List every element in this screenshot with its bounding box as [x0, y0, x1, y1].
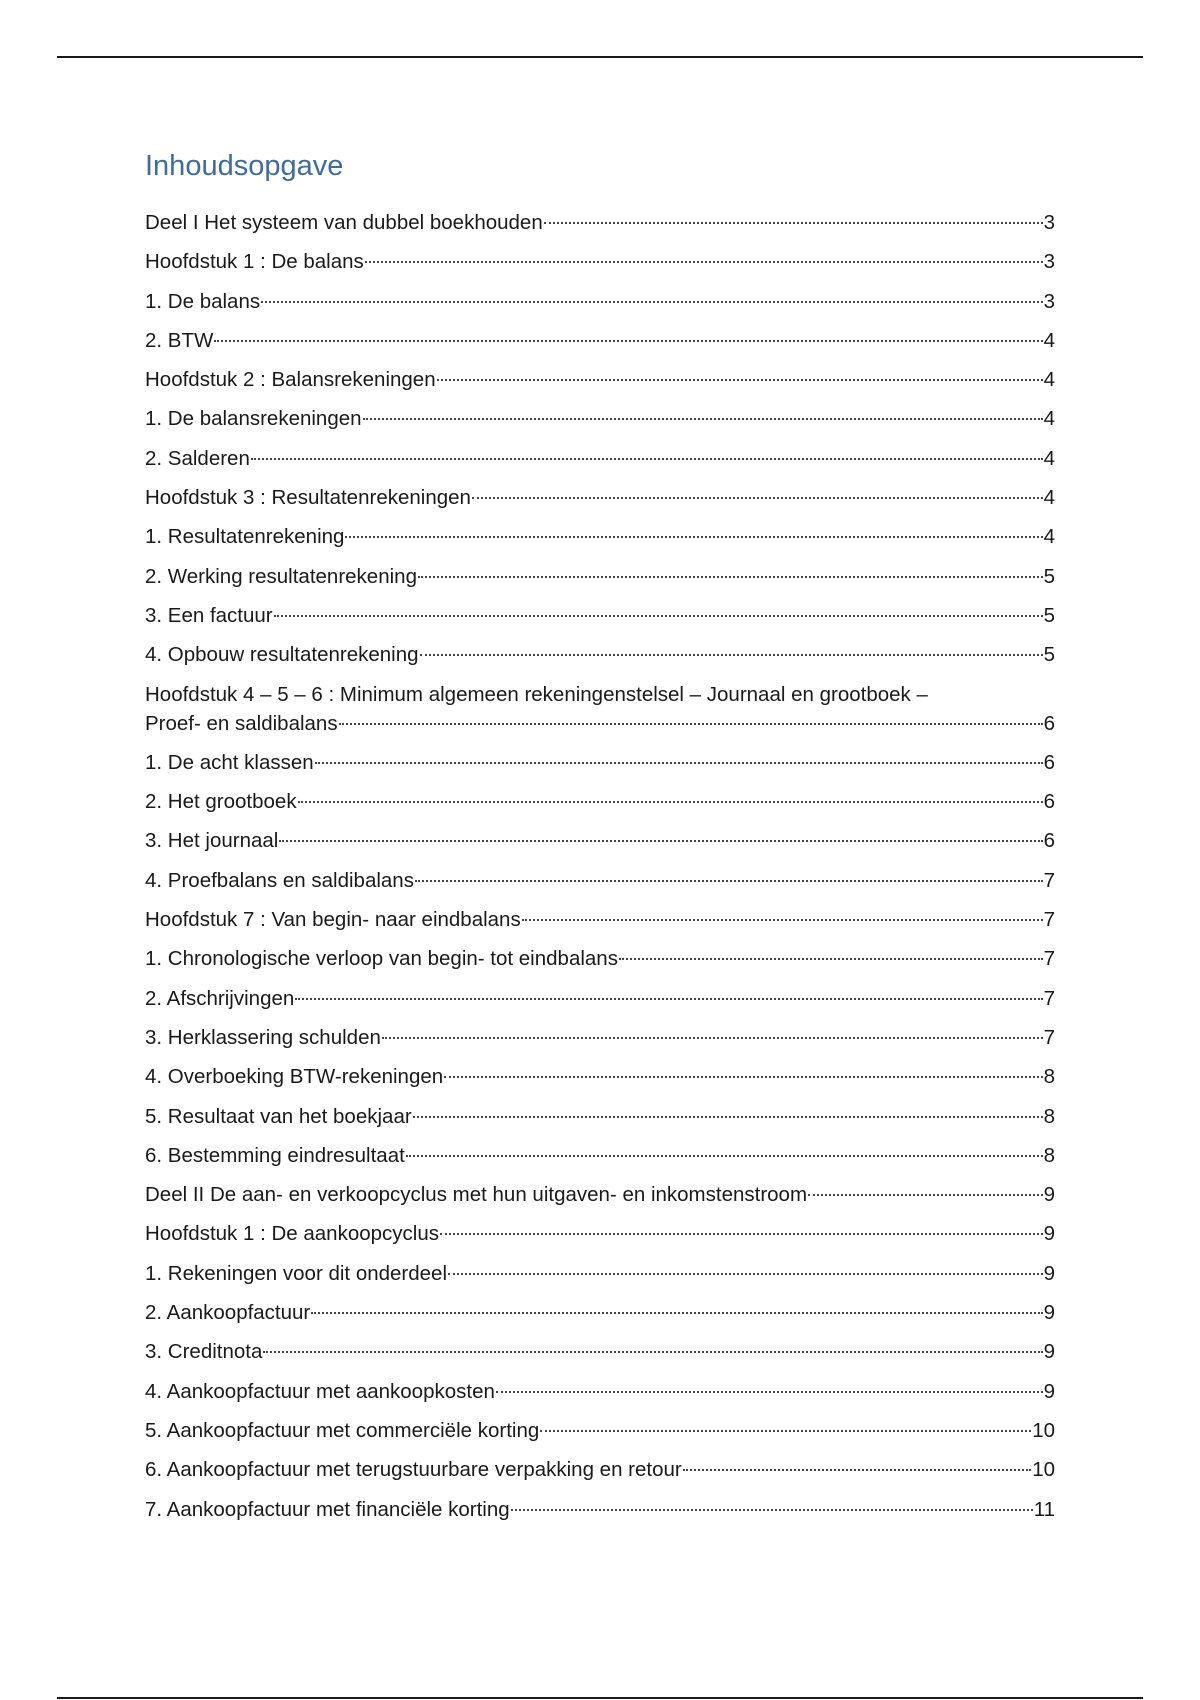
- toc-entry: [145, 522, 1055, 551]
- toc-entry: [145, 1062, 1055, 1091]
- toc-entry-page-number: 3: [1043, 211, 1055, 234]
- toc-entry-page-number: 4: [1043, 328, 1055, 352]
- toc-entry-link[interactable]: [145, 1455, 1055, 1484]
- dot-leader: [382, 1037, 1043, 1039]
- dot-leader: [440, 1233, 1043, 1235]
- toc-entry-label: Hoofdstuk 1 : De aankoopcyclus: [145, 1222, 439, 1246]
- toc-entry: [145, 1377, 1055, 1406]
- toc-entry-label: 4. Overboeking BTW-rekeningen: [145, 1065, 444, 1089]
- toc-entry: [145, 404, 1055, 433]
- toc-title: Inhoudsopgave: [145, 150, 344, 182]
- dot-leader: [413, 1116, 1043, 1118]
- toc-entry-link[interactable]: [145, 1062, 1055, 1091]
- dot-leader: [511, 1509, 1033, 1511]
- toc-entry-label: 7. Aankoopfactuur met financiële korting: [145, 1497, 510, 1521]
- dot-leader: [808, 1194, 1043, 1196]
- dot-leader: [496, 1391, 1043, 1393]
- toc-entry-label: 1. Rekeningen voor dit onderdeel: [145, 1261, 448, 1285]
- toc-entry: [145, 1416, 1055, 1445]
- toc-entry-page-number: 9: [1043, 1379, 1055, 1403]
- toc-entry-label: 3. Een factuur: [145, 603, 273, 627]
- toc-entry-link[interactable]: [145, 1180, 1055, 1209]
- toc-entry-page-number: 9: [1043, 1301, 1055, 1325]
- dot-leader: [365, 261, 1043, 263]
- toc-entry-page-number: 10: [1032, 1458, 1055, 1482]
- toc-entry-label: 4. Opbouw resultatenrekening: [145, 643, 419, 667]
- toc-entry-page-number: 3: [1043, 250, 1055, 274]
- toc-entry: [145, 1455, 1055, 1484]
- toc-entry-label: Deel I Het systeem van dubbel boekhouden: [145, 211, 543, 234]
- dot-leader: [522, 919, 1043, 921]
- toc-entry-label: Hoofdstuk 7 : Van begin- naar eindbalans: [145, 908, 521, 932]
- toc-entry-link[interactable]: [145, 984, 1055, 1013]
- toc-entry-label: Hoofdstuk 1 : De balans: [145, 250, 364, 274]
- dot-leader: [363, 418, 1043, 420]
- toc-entry-page-number: 4: [1043, 446, 1055, 470]
- toc-entry-label: 6. Bestemming eindresultaat: [145, 1143, 405, 1167]
- toc-entry-label: 1. De balansrekeningen: [145, 407, 362, 431]
- toc-entry-label: 2. Salderen: [145, 446, 250, 470]
- toc-entry-link[interactable]: [145, 444, 1055, 473]
- dot-leader: [437, 379, 1043, 381]
- toc-entry: [145, 905, 1055, 934]
- dot-leader: [311, 1312, 1042, 1314]
- toc-entry-label: 2. Afschrijvingen: [145, 986, 295, 1010]
- toc-entry-page-number: 9: [1043, 1261, 1055, 1285]
- toc-entry-page-number: 7: [1043, 986, 1055, 1010]
- toc-entry-page-number: 8: [1043, 1104, 1055, 1128]
- toc-entry-page-number: 5: [1043, 643, 1055, 667]
- toc-entry-link[interactable]: [145, 1416, 1055, 1445]
- toc-entry: [145, 1337, 1055, 1366]
- toc-entry-page-number: 6: [1043, 829, 1055, 853]
- toc-entry-link[interactable]: [145, 640, 1055, 669]
- dot-leader: [345, 536, 1042, 538]
- toc-entry: [145, 483, 1055, 512]
- toc-entry: [145, 748, 1055, 777]
- toc-entry-page-number: 6: [1043, 790, 1055, 814]
- dot-leader: [261, 301, 1042, 303]
- dot-leader: [298, 801, 1043, 803]
- dot-leader: [315, 762, 1043, 764]
- toc-entry-label: 2. BTW: [145, 328, 214, 352]
- toc-entry-link[interactable]: [145, 905, 1055, 934]
- dot-leader: [544, 222, 1043, 224]
- dot-leader: [420, 654, 1043, 656]
- toc-entry-label: 4. Aankoopfactuur met aankoopkosten: [145, 1379, 495, 1403]
- toc-entry: [145, 365, 1055, 394]
- toc-entry-link[interactable]: [145, 1102, 1055, 1131]
- toc-entry-label: 1. De acht klassen: [145, 750, 314, 774]
- toc-entry-link[interactable]: [145, 1023, 1055, 1052]
- toc-entry: [145, 984, 1055, 1013]
- dot-leader: [418, 576, 1043, 578]
- toc-entry: [145, 640, 1055, 669]
- toc-entry-link[interactable]: [145, 562, 1055, 591]
- toc-entry: [145, 680, 1055, 738]
- toc-entry-label: Deel II De aan- en verkoopcyclus met hun uitgaven- en inkomstenstroom: [145, 1183, 808, 1207]
- toc-entry-link[interactable]: [145, 1141, 1055, 1170]
- header-rule: [57, 56, 1143, 58]
- dot-leader: [415, 880, 1043, 882]
- toc-entry: [145, 208, 1055, 237]
- toc-entry-link[interactable]: [145, 1219, 1055, 1248]
- toc-entry-page-number: 4: [1043, 407, 1055, 431]
- toc-entry-label: 5. Resultaat van het boekjaar: [145, 1104, 412, 1128]
- toc-entry: [145, 1102, 1055, 1131]
- toc-entry-link[interactable]: [145, 944, 1055, 973]
- toc-entry: [145, 1141, 1055, 1170]
- toc-entry-link[interactable]: [145, 748, 1055, 777]
- toc-entry-label: 5. Aankoopfactuur met commerciële korting: [145, 1418, 540, 1442]
- toc-entry-link[interactable]: [145, 522, 1055, 551]
- toc-entry: [145, 444, 1055, 473]
- toc-entry-page-number: 9: [1043, 1183, 1055, 1207]
- toc-entry-label-line1: Hoofdstuk 4 – 5 – 6 : Minimum algemeen rekeningenstelsel – Journaal en grootboek –: [145, 682, 928, 706]
- toc-entry-label: Proef- en saldibalans: [145, 711, 338, 735]
- toc-entry-link[interactable]: [145, 601, 1055, 630]
- toc-entry-label: 1. De balans: [145, 289, 261, 313]
- toc-entry-page-number: 8: [1043, 1143, 1055, 1167]
- toc-entry-page-number: 3: [1043, 289, 1055, 313]
- toc-list: [145, 208, 1055, 1524]
- footer-rule: [57, 1697, 1143, 1699]
- toc-entry-page-number: 6: [1043, 711, 1055, 735]
- dot-leader: [214, 340, 1042, 342]
- toc-entry-link[interactable]: [145, 866, 1055, 895]
- toc-entry-link[interactable]: [145, 787, 1055, 816]
- dot-leader: [279, 840, 1042, 842]
- toc-entry-label: 1. Resultatenrekening: [145, 525, 345, 549]
- toc-entry-link[interactable]: [145, 208, 1055, 237]
- toc-entry: [145, 287, 1055, 316]
- toc-entry-link[interactable]: [145, 287, 1055, 316]
- toc-entry-page-number: 4: [1043, 486, 1055, 510]
- dot-leader: [251, 458, 1043, 460]
- toc-entry-page-number: 9: [1043, 1222, 1055, 1246]
- dot-leader: [683, 1469, 1031, 1471]
- toc-entry: [145, 826, 1055, 855]
- dot-leader: [263, 1351, 1042, 1353]
- toc-entry-link[interactable]: [145, 709, 1055, 738]
- toc-entry-label: 3. Creditnota: [145, 1340, 263, 1364]
- toc-entry-link[interactable]: [145, 247, 1055, 276]
- dot-leader: [619, 958, 1043, 960]
- toc-entry-page-number: 7: [1043, 908, 1055, 932]
- toc-entry-label: 2. Het grootboek: [145, 790, 297, 814]
- toc-entry: [145, 326, 1055, 355]
- toc-entry: [145, 1219, 1055, 1248]
- toc-entry: [145, 247, 1055, 276]
- toc-entry-page-number: 4: [1043, 368, 1055, 392]
- toc-entry-label: Hoofdstuk 3 : Resultatenrekeningen: [145, 486, 471, 510]
- dot-leader: [274, 615, 1043, 617]
- toc-entry-label: 1. Chronologische verloop van begin- tot eindbalans: [145, 947, 618, 971]
- toc-entry-page-number: 10: [1032, 1418, 1055, 1442]
- toc-entry-link[interactable]: [145, 1495, 1055, 1524]
- toc-entry-label: Hoofdstuk 2 : Balansrekeningen: [145, 368, 436, 392]
- toc-entry-link[interactable]: [145, 483, 1055, 512]
- toc-entry-link[interactable]: [145, 1298, 1055, 1327]
- toc-entry-link[interactable]: [145, 365, 1055, 394]
- toc-entry-link[interactable]: [145, 1259, 1055, 1288]
- toc-entry-label: 2. Werking resultatenrekening: [145, 564, 417, 588]
- toc-entry-page-number: 5: [1043, 564, 1055, 588]
- toc-entry: [145, 1495, 1055, 1524]
- dot-leader: [295, 998, 1042, 1000]
- toc-entry-link[interactable]: [145, 1337, 1055, 1366]
- toc-entry-link[interactable]: [145, 326, 1055, 355]
- dot-leader: [406, 1155, 1043, 1157]
- toc-entry-link[interactable]: [145, 826, 1055, 855]
- toc-entry: [145, 866, 1055, 895]
- toc-entry: [145, 1023, 1055, 1052]
- toc-entry: [145, 601, 1055, 630]
- toc-entry-page-number: 5: [1043, 603, 1055, 627]
- dot-leader: [339, 723, 1043, 725]
- toc-entry: [145, 944, 1055, 973]
- toc-entry-page-number: 4: [1043, 525, 1055, 549]
- toc-entry-label: 6. Aankoopfactuur met terugstuurbare verpakking en retour: [145, 1458, 682, 1482]
- toc-entry: [145, 562, 1055, 591]
- toc-entry-page-number: 11: [1033, 1497, 1055, 1521]
- dot-leader: [444, 1076, 1042, 1078]
- toc-entry-page-number: 7: [1043, 947, 1055, 971]
- toc-entry-label: 2. Aankoopfactuur: [145, 1301, 311, 1325]
- toc-entry: [145, 1259, 1055, 1288]
- dot-leader: [540, 1430, 1031, 1432]
- toc-entry-label: 4. Proefbalans en saldibalans: [145, 868, 414, 892]
- toc-entry-label: 3. Het journaal: [145, 829, 279, 853]
- dot-leader: [448, 1273, 1043, 1275]
- toc-entry-link[interactable]: [145, 404, 1055, 433]
- toc-entry-page-number: 8: [1043, 1065, 1055, 1089]
- toc-entry-page-number: 6: [1043, 750, 1055, 774]
- toc-entry-link[interactable]: [145, 1377, 1055, 1406]
- dot-leader: [472, 497, 1043, 499]
- table-of-contents: [145, 146, 1055, 1534]
- toc-entry: [145, 1298, 1055, 1327]
- toc-entry-page-number: 9: [1043, 1340, 1055, 1364]
- toc-entry: [145, 787, 1055, 816]
- toc-entry-label: 3. Herklassering schulden: [145, 1025, 381, 1049]
- toc-entry-page-number: 7: [1043, 868, 1055, 892]
- toc-entry: [145, 1180, 1055, 1209]
- toc-entry-page-number: 7: [1043, 1025, 1055, 1049]
